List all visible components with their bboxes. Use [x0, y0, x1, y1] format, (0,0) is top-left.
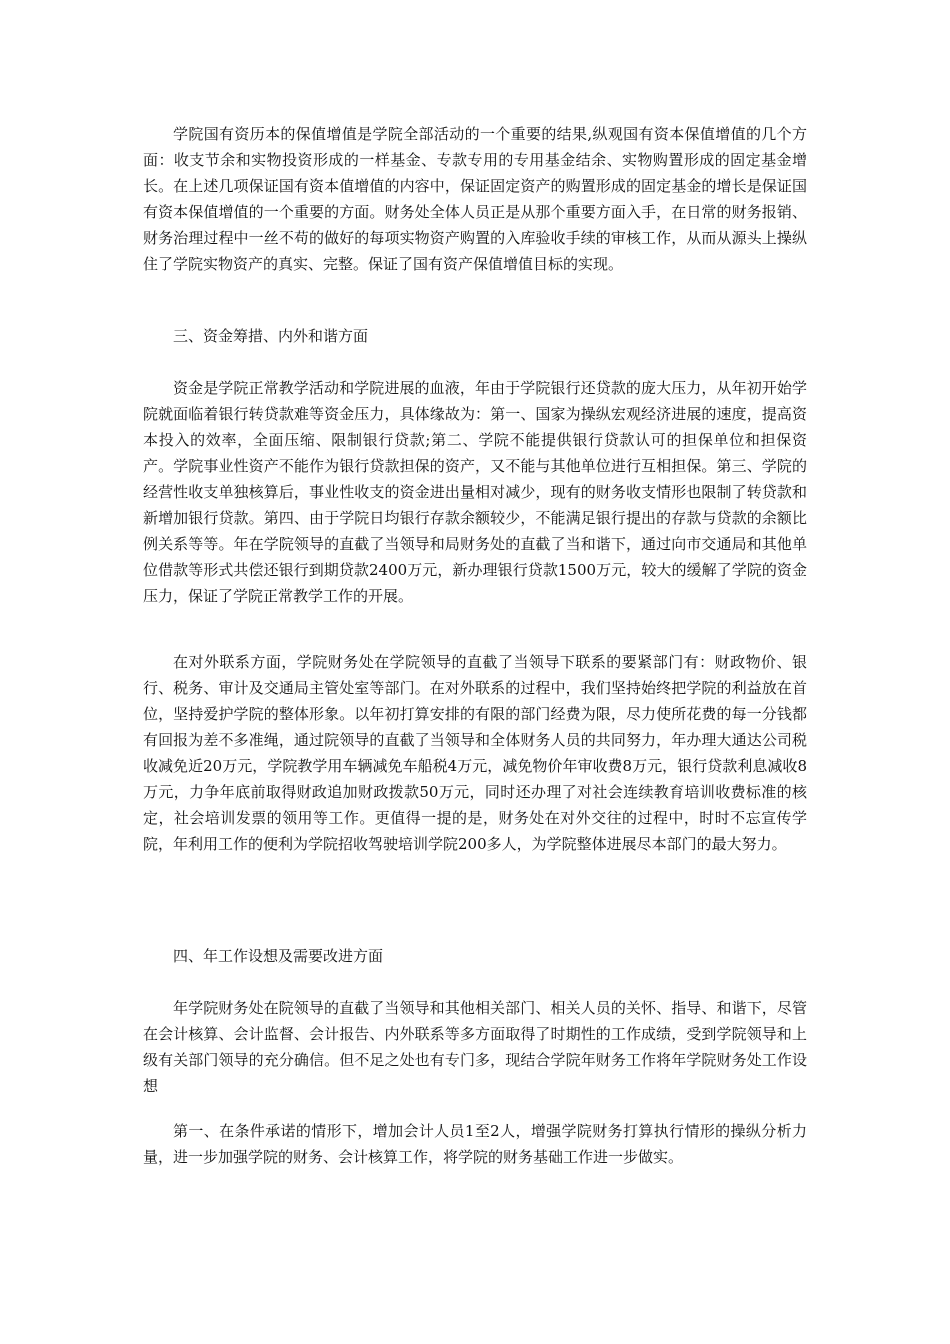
paragraph-work-plan-intro: 年学院财务处在院领导的直截了当领导和其他相关部门、相关人员的关怀、指导、和谐下，尽管在会计核算、会计监督、会计报告、内外联系等多方面取得了时期性的工作成绩，受到学院领导和上级有关部门领导的充分确信。但不足之处也有专门多，现结合学院年财务工作将年学院财务处工作设想 [143, 999, 807, 1095]
paragraph-asset-value-preservation: 学院国有资历本的保值增值是学院全部活动的一个重要的结果,纵观国有资本保值增值的几个方面：收支节余和实物投资形成的一样基金、专款专用的专用基金结余、实物购置形成的固定基金增长。在上述几项保证国有资本值增值的内容中，保证固定资产的购置形成的固定基金的增长是保证国有资本保值增值的一个重要的方面。财务处全体人员正是从那个重要方面入手，在日常的财务报销、财务治理过程中一丝不苟的做好的每项实物资产购置的入库验收手续的审核工作，从而从源头上操纵住了学院实物资产的真实、完整。保证了国有资产保值增值目标的实现。 [143, 125, 807, 273]
section-heading-4: 四、年工作设想及需要改进方面 [173, 947, 384, 965]
paragraph-plan-item-1: 第一、在条件承诺的情形下，增加会计人员1至2人，增强学院财务打算执行情形的操纵分析力量，进一步加强学院的财务、会计核算工作，将学院的财务基础工作进一步做实。 [143, 1122, 807, 1166]
paragraph-external-relations: 在对外联系方面，学院财务处在学院领导的直截了当领导下联系的要紧部门有：财政物价、银行、税务、审计及交通局主管处室等部门。在对外联系的过程中，我们坚持始终把学院的利益放在首位，坚持爱护学院的整体形象。以年初打算安排的有限的部门经费为限，尽力使所花费的每一分钱都有回报为差不多准绳，通过院领导的直截了当领导和全体财务人员的共同努力，年办理大通达公司税收减免近20万元，学院教学用车辆减免车船税4万元，减免物价年审收费8万元，银行贷款利息减收8万元，力争年底前取得财政追加财政拨款50万元，同时还办理了对社会连续教育培训收费标准的核定，社会培训发票的领用等工作。更值得一提的是，财务处在对外交往的过程中，时时不忘宣传学院，年利用工作的便利为学院招收驾驶培训学院200多人，为学院整体进展尽本部门的最大努力。 [143, 653, 807, 853]
section-heading-3: 三、资金筹措、内外和谐方面 [173, 327, 369, 345]
paragraph-fund-raising: 资金是学院正常教学活动和学院进展的血液，年由于学院银行还贷款的庞大压力，从年初开始学院就面临着银行转贷款难等资金压力，具体缘故为：第一、国家为操纵宏观经济进展的速度，提高资本投入的效率，全面压缩、限制银行贷款;第二、学院不能提供银行贷款认可的担保单位和担保资产。学院事业性资产不能作为银行贷款担保的资产，又不能与其他单位进行互相担保。第三、学院的经营性收支单独核算后，事业性收支的资金进出量相对减少，现有的财务收支情形也限制了转贷款和新增加银行贷款。第四、由于学院日均银行存款余额较少，不能满足银行提出的存款与贷款的余额比例关系等等。年在学院领导的直截了当领导和局财务处的直截了当和谐下，通过向市交通局和其他单位借款等形式共偿还银行到期贷款2400万元，新办理银行贷款1500万元，较大的缓解了学院的资金压力，保证了学院正常教学工作的开展。 [143, 379, 807, 605]
